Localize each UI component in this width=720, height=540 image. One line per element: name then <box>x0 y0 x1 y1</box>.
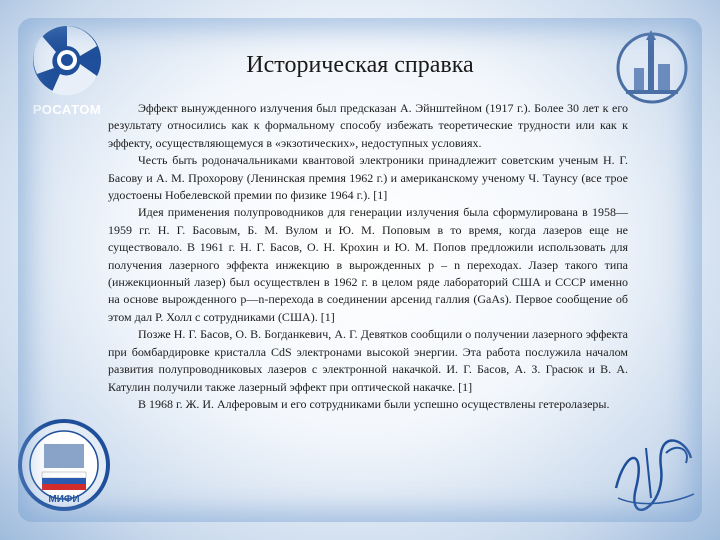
rosatom-logo-text: РОСАТОМ <box>32 102 102 117</box>
mephi-emblem-icon <box>14 410 114 520</box>
paragraph: Позже Н. Г. Басов, О. В. Богданкевич, А. Г. Девятков сообщили о получении лазерного эффекта при бомбардировке кристалла CdS электронами высокой энергии. Эта работа послужила началом развития полупроводниковых лазеров с электронной накачкой. И. Г. Басов, А. З. Грасюк и В. А. Катулин получили также лазерный эффект при оптической накачке. [1] <box>108 327 628 394</box>
svg-text:МИФИ: МИФИ <box>48 494 80 505</box>
paragraph: Честь быть родоначальниками квантовой электроники принадлежит советским ученым Н. Г. Басову и А. М. Прохорову (Ленинская премия 1962 г.) и американскому ученому Ч. Таунсу (все трое удостоены Нобелевской премии по физике 1964 г.). [1] <box>108 153 628 203</box>
page-title: Историческая справка <box>246 52 474 78</box>
history-text <box>108 100 628 413</box>
paragraph: Эффект вынужденного излучения был предсказан А. Эйнштейном (1917 г.). Более 30 лет к его результату относились как к формальному способу избежать теоретические трудности или как к эффекту, осуществляющемуся в «экзотических», недоступных условиях. <box>108 101 628 150</box>
paragraph: В 1968 г. Ж. И. Алферовым и его сотрудниками были успешно осуществлены гетеролазеры. <box>138 396 610 411</box>
signature-emblem-icon <box>606 428 702 514</box>
paragraph: Идея применения полупроводников для генерации излучения была сформулирована в 1958—1959 гг. Н. Г. Басовым, Б. М. Вулом и Ю. М. Поповым в то время, когда лазеров еще не существовало. В 1961 г. Н. Г. Басов, О. Н. Крохин и Ю. М. Попов предложили использовать для получения лазерного эффекта инжекцию в вырожденных р – n переходах. Лазер такого типа (инжекционный лазер) был осуществлен в 1962 г. в целом ряде лабораторий США и СССР именно на основе вырожденного р—n-перехода в соединении арсенид галлия (GaAs). Первое сообщение об этом дал Р. Холл с сотрудниками (США). [1] <box>108 205 628 324</box>
